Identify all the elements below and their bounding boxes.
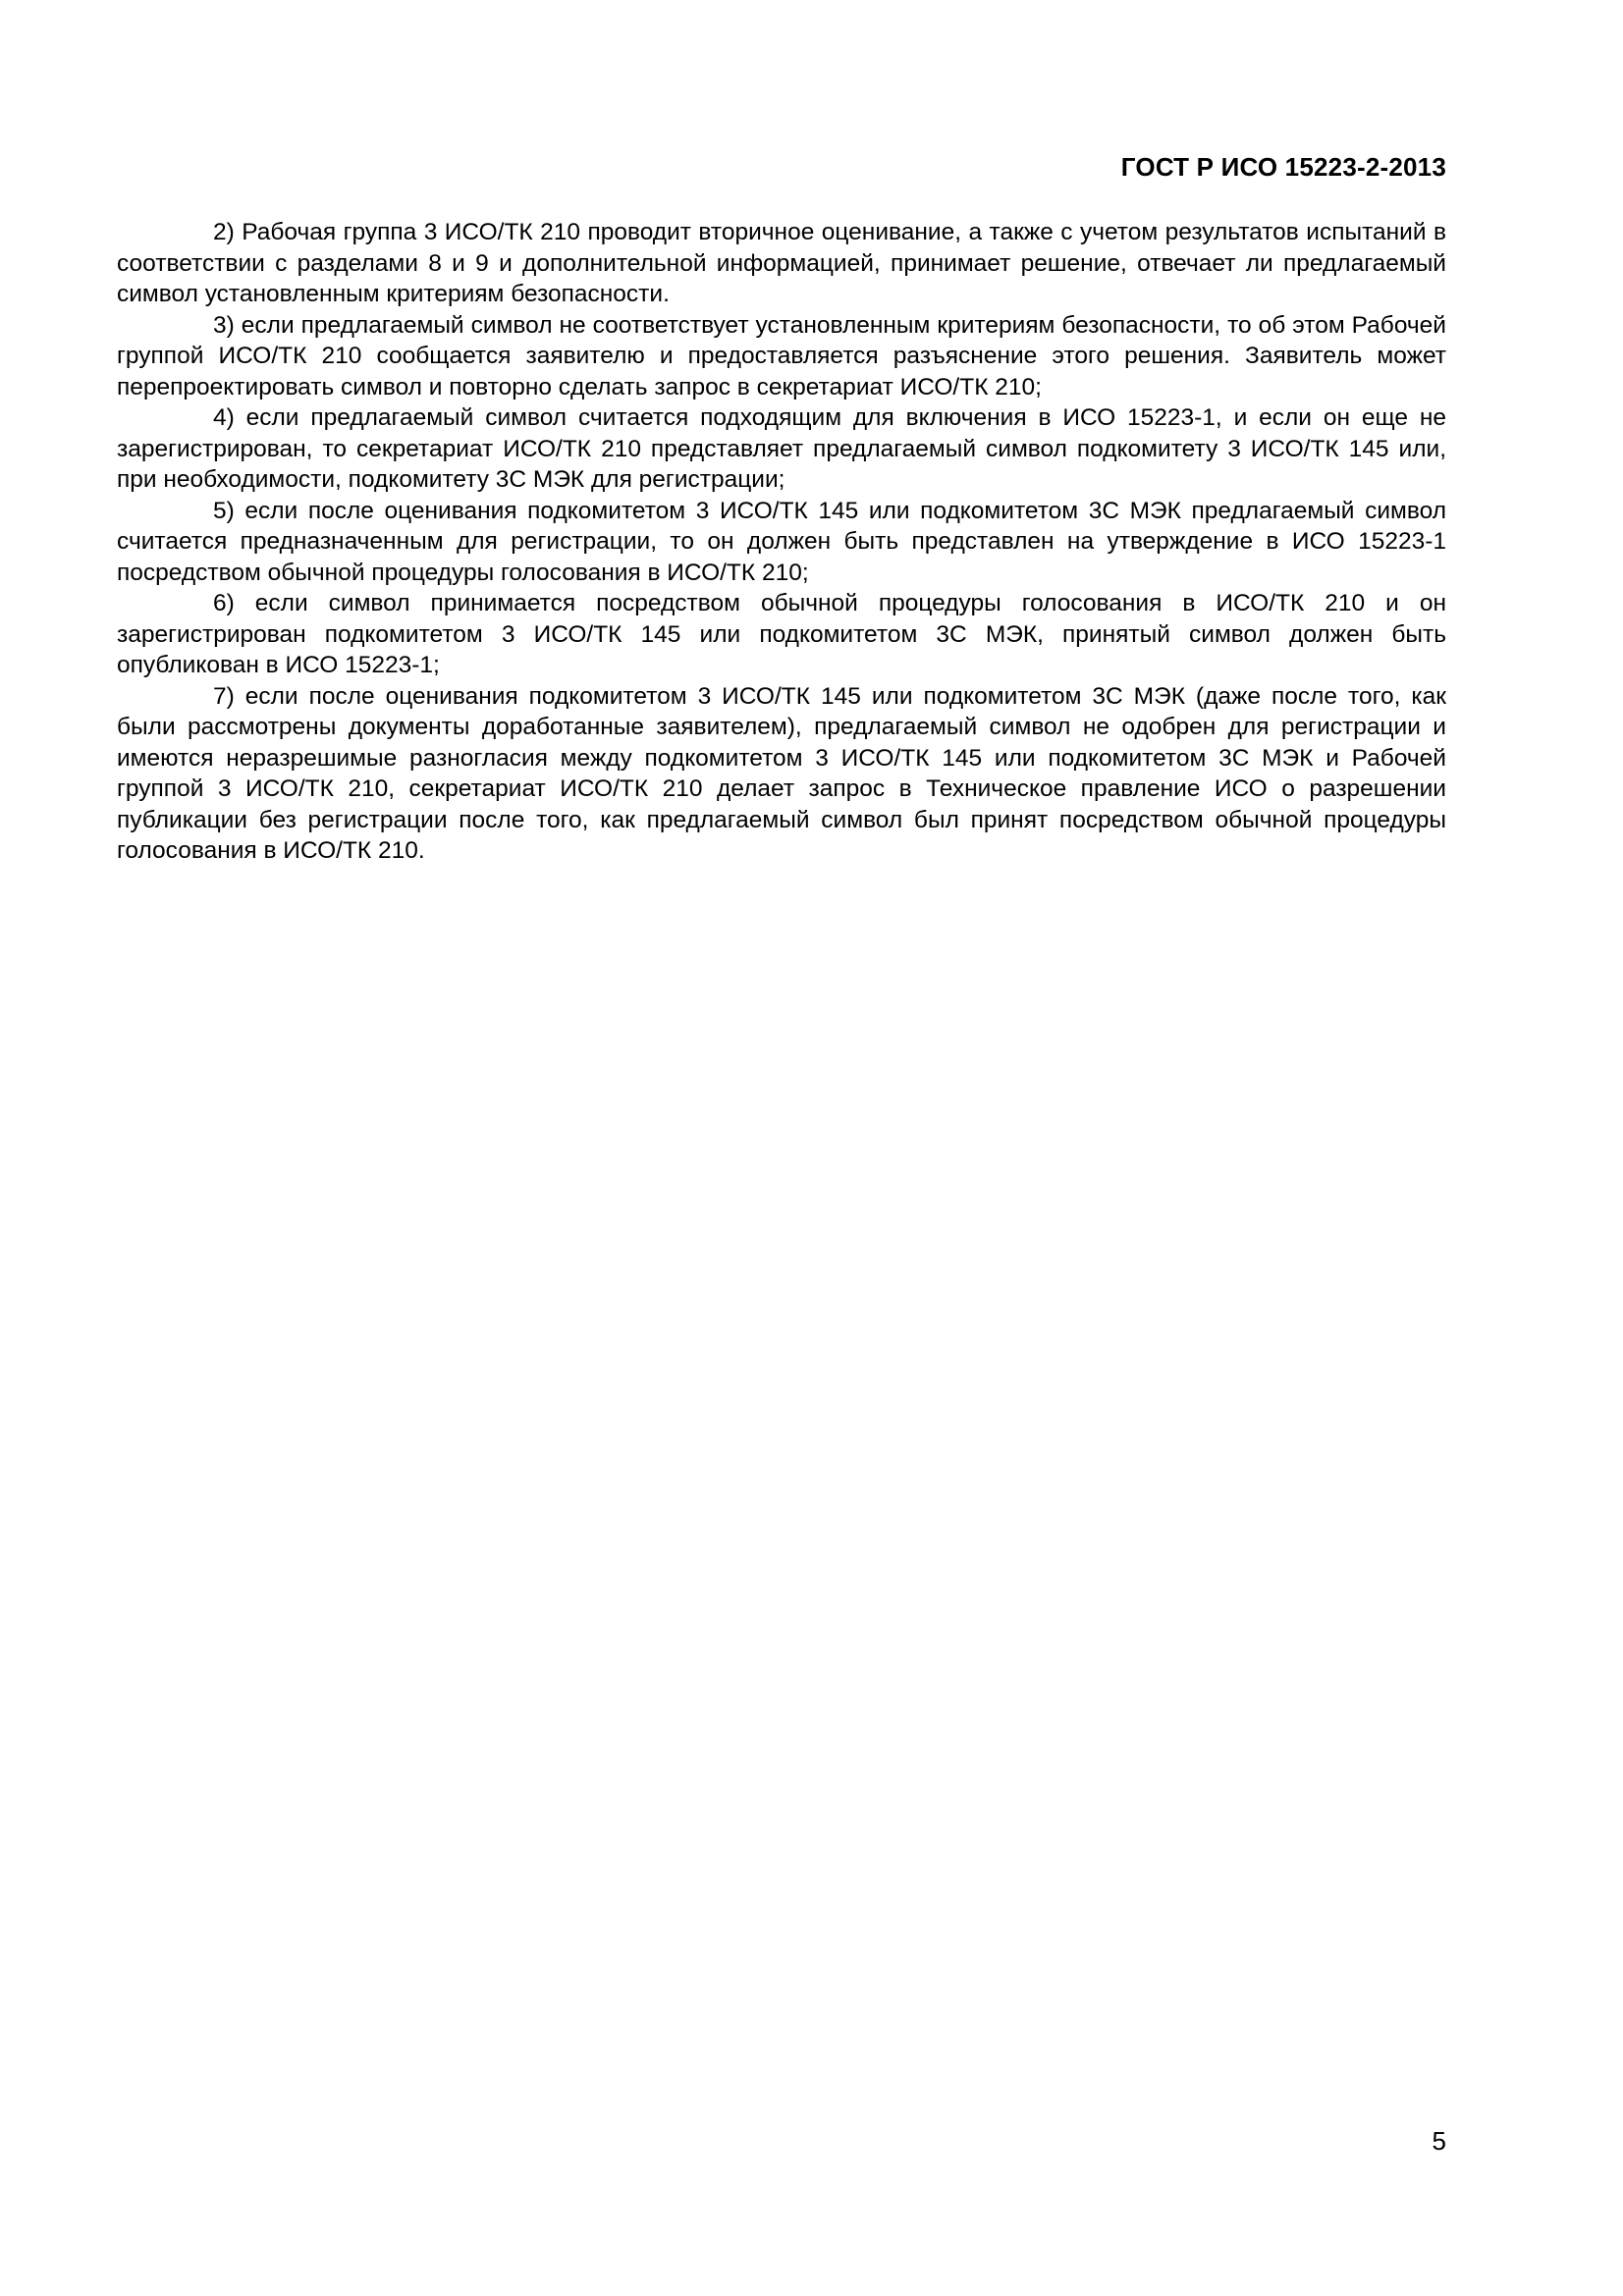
paragraph-item-6: 6) если символ принимается посредством обычной процедуры голосования в ИСО/ТК 210 и он зарегистрирован подкомитетом 3 ИСО/ТК 145 или подкомитетом 3С МЭК, принятый символ должен быть опубликован в ИСО 15223-1; — [117, 590, 1446, 678]
document-body — [117, 217, 1446, 867]
paragraph-item-3: 3) если предлагаемый символ не соответствует установленным критериям безопасности, то об этом Рабочей группой ИСО/ТК 210 сообщается заявителю и предоставляется разъяснение этого решения. Заявитель может перепроектировать символ и повторно сделать запрос в секретариат ИСО/ТК 210; — [117, 311, 1446, 400]
paragraph-item-5: 5) если после оценивания подкомитетом 3 ИСО/ТК 145 или подкомитетом 3С МЭК предлагаемый символ считается предназначенным для регистрации, то он должен быть представлен на утверждение в ИСО 15223-1 посредством обычной процедуры голосования в ИСО/ТК 210; — [117, 497, 1446, 586]
paragraph-item-2: 2) Рабочая группа 3 ИСО/ТК 210 проводит вторичное оценивание, а также с учетом результатов испытаний в соответствии с разделами 8 и 9 и дополнительной информацией, принимает решение, отвечает ли предлагаемый символ установленным критериям безопасности. — [117, 219, 1446, 307]
paragraph-item-7: 7) если после оценивания подкомитетом 3 ИСО/ТК 145 или подкомитетом 3С МЭК (даже после того, как были рассмотрены документы доработанные заявителем), предлагаемый символ не одобрен для регистрации и имеются неразрешимые разногласия между подкомитетом 3 ИСО/ТК 145 или подкомитетом 3С МЭК и Рабочей группой 3 ИСО/ТК 210, секретариат ИСО/ТК 210 делает запрос в Техническое правление ИСО о разрешении публикации без регистрации после того, как предлагаемый символ был принят посредством обычной процедуры голосования в ИСО/ТК 210. — [117, 682, 1446, 864]
document-code-header: ГОСТ Р ИСО 15223-2-2013 — [1120, 152, 1446, 182]
paragraph-item-4: 4) если предлагаемый символ считается подходящим для включения в ИСО 15223-1, и если он еще не зарегистрирован, то секретариат ИСО/ТК 210 представляет предлагаемый символ подкомитету 3 ИСО/ТК 145 или, при необходимости, подкомитету 3С МЭК для регистрации; — [117, 404, 1446, 493]
page-number: 5 — [1432, 2126, 1446, 2156]
